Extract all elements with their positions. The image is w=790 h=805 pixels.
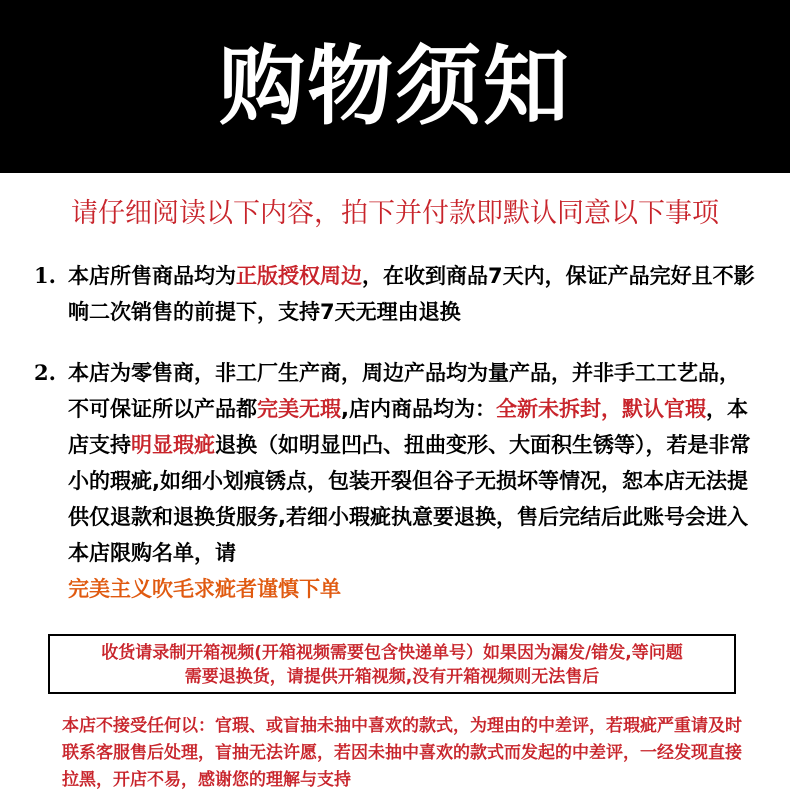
notice-line-1: 收货请录制开箱视频(开箱视频需要包含快递单号）如果因为漏发/错发,等问题 [101,643,683,663]
list-item-1 [34,258,758,330]
item-number: 1. [34,263,56,288]
highlight-text: 完美无瑕 [257,397,341,421]
item-text: 本店为零售商，非工厂生产商，周边产品均为量产品，并非手工工艺品，不可保证所以产品都 [68,361,740,421]
item-text: 本店所售商品均为 [68,264,236,288]
subtitle: 请仔细阅读以下内容，拍下并付款即默认同意以下事项 [71,198,719,229]
warning-text: 完美主义吹毛求疵者谨慎下单 [68,577,341,601]
list-item-2 [34,355,758,607]
item-text: 退换（如明显凹凸、扭曲变形、大面积生锈等），若是非常小的瑕疵,如细小划痕锈点，包装开裂但谷子无损坏等情况，恕本店无法提供仅退款和退换货服务,若细小瑕疵执意要退换，售后完结后此账号会进入本店限购名单，请 [68,433,751,565]
page-title: 购物须知 [219,36,571,137]
notice-box [48,634,736,694]
item-text: ,店内商品均为： [341,397,496,421]
item-number: 2. [34,360,56,385]
notice-line-2: 需要退换货，请提供开箱视频,没有开箱视频则无法售后 [184,667,600,687]
highlight-text: 正版授权周边 [236,264,362,288]
header-banner [0,0,790,173]
item-text: ，本店支持 [68,397,748,457]
highlight-text: 全新未拆封，默认官瑕 [495,397,706,421]
footer-note: 本店不接受任何以：官瑕、或盲抽未抽中喜欢的款式，为理由的中差评，若瑕疵严重请及时联系客服售后处理，盲抽无法许愿，若因未抽中喜欢的款式而发起的中差评，一经发现直接拉黑，开店不易，感谢您的理解与支持 [62,716,742,790]
highlight-text: 明显瑕疵 [131,433,215,457]
item-text: ，在收到商品7天内，保证产品完好且不影响二次销售的前提下，支持7天无理由退换 [68,264,755,324]
